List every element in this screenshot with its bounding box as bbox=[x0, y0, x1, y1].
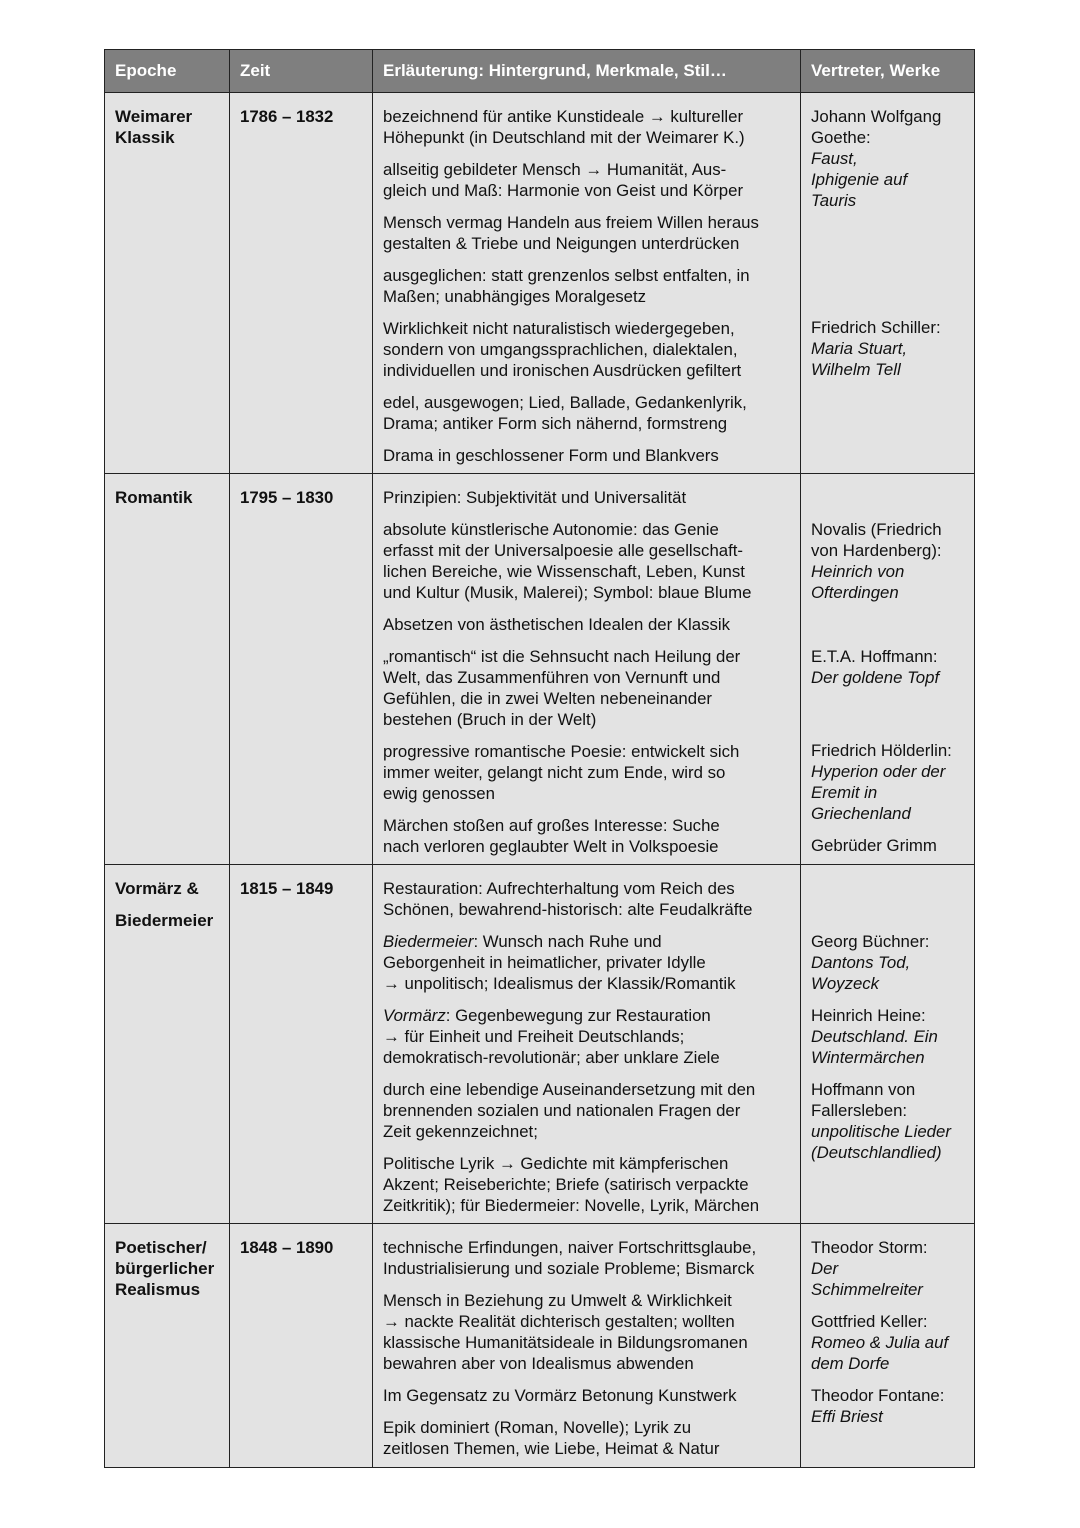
note: „romantisch“ ist die Sehnsucht nach Heilung der Welt, das Zusammenführen von Vernunft und Gefühlen, die in zwei Welten nebeneinander bestehen (Bruch in der Welt) bbox=[383, 647, 741, 729]
note: technische Erfindungen, naiver Fortschrittsglaube, Industrialisierung und soziale Probleme; Bismarck bbox=[383, 1238, 757, 1278]
epoch-cell: Romantik bbox=[105, 474, 230, 865]
notes-cell bbox=[373, 474, 801, 865]
note: Wirklichkeit nicht naturalistisch wiedergegeben, sondern von umgangssprachlichen, dialektalen, individuellen und ironischen Ausdrücken gefiltert bbox=[383, 319, 742, 380]
author-entry: Friedrich Schiller: Maria Stuart, Wilhelm Tell bbox=[811, 318, 941, 379]
time-cell: 1848 – 1890 bbox=[230, 1224, 373, 1468]
note: allseitig gebildeter Mensch → Humanität, Aus- gleich und Maß: Harmonie von Geist und Körper bbox=[383, 160, 744, 200]
authors-cell bbox=[801, 93, 975, 474]
author-entry: Heinrich Heine: Deutschland. Ein Wintermärchen bbox=[811, 1006, 938, 1067]
table-row bbox=[105, 93, 975, 474]
author-entry: Johann Wolfgang Goethe: Faust, Iphigenie auf Tauris bbox=[811, 107, 942, 210]
authors-cell bbox=[801, 474, 975, 865]
table-row bbox=[105, 474, 975, 865]
epoch-cell: Weimarer Klassik bbox=[105, 93, 230, 474]
note: absolute künstlerische Autonomie: das Genie erfasst mit der Universalpoesie alle gesellschaft- lichen Bereiche, wie Wissenschaft, Leben, Kunst und Kultur (Musik, Malerei); Symbol: blaue Blume bbox=[383, 520, 752, 602]
author-entry: Theodor Fontane: Effi Briest bbox=[811, 1386, 945, 1426]
epochs-table bbox=[104, 49, 975, 1468]
note: progressive romantische Poesie: entwickelt sich immer weiter, gelangt nicht zum Ende, wird so ewig genossen bbox=[383, 742, 740, 803]
notes-cell bbox=[373, 865, 801, 1224]
note: Mensch vermag Handeln aus freiem Willen heraus gestalten & Triebe und Neigungen unterdrücken bbox=[383, 213, 759, 253]
note: Biedermeier: Wunsch nach Ruhe und Geborgenheit in heimatlicher, privater Idylle → unpolitisch; Idealismus der Klassik/Romantik bbox=[383, 932, 736, 993]
note: Epik dominiert (Roman, Novelle); Lyrik zu zeitlosen Themen, wie Liebe, Heimat & Natur bbox=[383, 1418, 720, 1458]
time-cell: 1795 – 1830 bbox=[230, 474, 373, 865]
header-row bbox=[105, 50, 975, 93]
note: Absetzen von ästhetischen Idealen der Klassik bbox=[383, 615, 731, 634]
time-cell: 1786 – 1832 bbox=[230, 93, 373, 474]
note: Prinzipien: Subjektivität und Universalität bbox=[383, 488, 687, 507]
note: Restauration: Aufrechterhaltung vom Reich des Schönen, bewahrend-historisch: alte Feudalkräfte bbox=[383, 879, 753, 919]
author-entry: E.T.A. Hoffmann: Der goldene Topf bbox=[811, 647, 940, 687]
table-row bbox=[105, 865, 975, 1224]
author-entry: Gottfried Keller: Romeo & Julia auf dem Dorfe bbox=[811, 1312, 949, 1373]
note: Märchen stoßen auf großes Interesse: Suche nach verloren geglaubter Welt in Volkspoesie bbox=[383, 816, 720, 856]
author-entry: Novalis (Friedrich von Hardenberg): Heinrich von Ofterdingen bbox=[811, 520, 942, 602]
note: ausgeglichen: statt grenzenlos selbst entfalten, in Maßen; unabhängiges Moralgesetz bbox=[383, 266, 750, 306]
author-entry: Hoffmann von Fallersleben: unpolitische Lieder (Deutschlandlied) bbox=[811, 1080, 951, 1162]
note: durch eine lebendige Auseinandersetzung mit den brennenden sozialen und nationalen Fragen der Zeit gekennzeichnet; bbox=[383, 1080, 756, 1141]
author-entry: Friedrich Hölderlin: Hyperion oder der Eremit in Griechenland bbox=[811, 741, 952, 823]
note: bezeichnend für antike Kunstideale → kultureller Höhepunkt (in Deutschland mit der Weimarer K.) bbox=[383, 107, 745, 147]
note: Drama in geschlossener Form und Blankvers bbox=[383, 446, 719, 465]
time-cell: 1815 – 1849 bbox=[230, 865, 373, 1224]
note: Politische Lyrik → Gedichte mit kämpferischen Akzent; Reiseberichte; Briefe (satirisch verpackte Zeitkritik); für Biedermeier: Novelle, Lyrik, Märchen bbox=[383, 1154, 760, 1215]
authors-cell bbox=[801, 1224, 975, 1468]
note: Mensch in Beziehung zu Umwelt & Wirklichkeit → nackte Realität dichterisch gestalten; wollten klassische Humanitätsideale in Bildungsromanen bewahren aber von Idealismus abwenden bbox=[383, 1291, 748, 1373]
epoch-cell: Vormärz & Biedermeier bbox=[105, 865, 230, 1224]
notes-cell bbox=[373, 93, 801, 474]
note: edel, ausgewogen; Lied, Ballade, Gedankenlyrik, Drama; antiker Form sich nähernd, formstreng bbox=[383, 393, 747, 433]
header-explanation: Erläuterung: Hintergrund, Merkmale, Stil… bbox=[373, 50, 801, 93]
notes-cell bbox=[373, 1224, 801, 1468]
epoch-cell: Poetischer/ bürgerlicher Realismus bbox=[105, 1224, 230, 1468]
author-entry: Theodor Storm: Der Schimmelreiter bbox=[811, 1238, 928, 1299]
header-epoch: Epoche bbox=[105, 50, 230, 93]
authors-cell bbox=[801, 865, 975, 1224]
author-entry: Georg Büchner: Dantons Tod, Woyzeck bbox=[811, 932, 930, 993]
note: Im Gegensatz zu Vormärz Betonung Kunstwerk bbox=[383, 1386, 737, 1405]
table-row bbox=[105, 1224, 975, 1468]
header-time: Zeit bbox=[230, 50, 373, 93]
note: Vormärz: Gegenbewegung zur Restauration → für Einheit und Freiheit Deutschlands; demokratisch-revolutionär; aber unklare Ziele bbox=[383, 1006, 720, 1067]
author-entry: Gebrüder Grimm bbox=[811, 836, 937, 855]
header-authors: Vertreter, Werke bbox=[801, 50, 975, 93]
